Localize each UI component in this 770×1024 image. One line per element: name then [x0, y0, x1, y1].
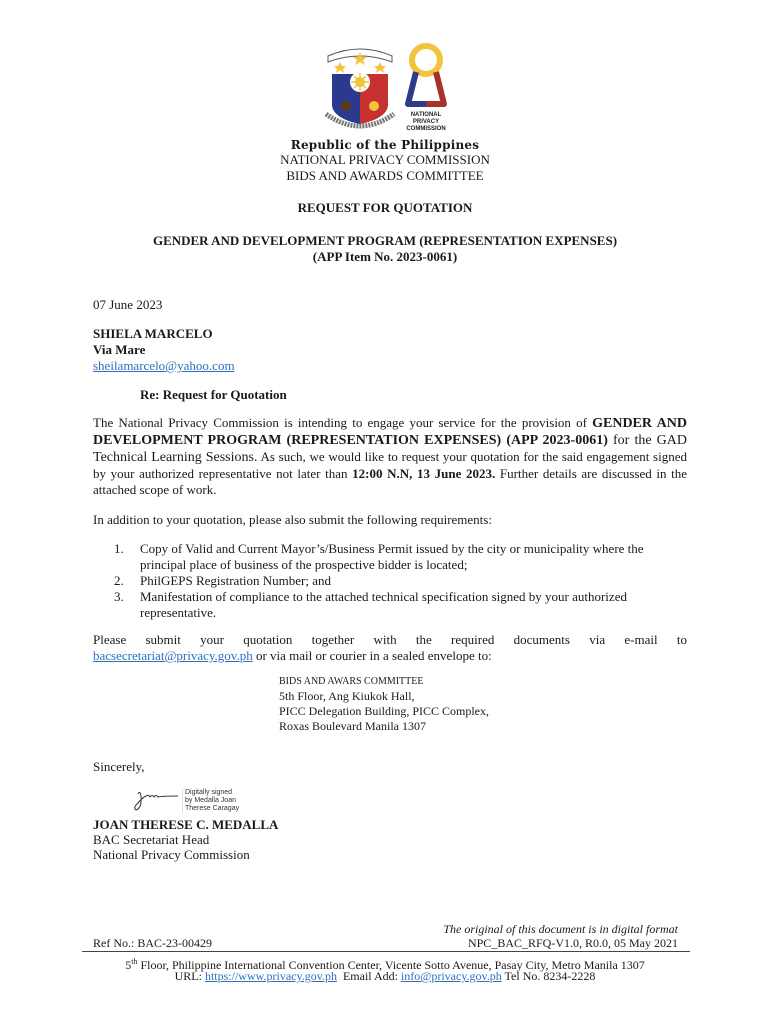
requirements-intro: In addition to your quotation, please also submit the following requirements: [93, 512, 492, 527]
address-line: 5th Floor, Ang Kiukok Hall, [279, 689, 415, 703]
form-code: NPC_BAC_RFQ-V1.0, R0.0, 05 May 2021 [467, 936, 678, 950]
signatory-name: JOAN THERESE C. MEDALLA [93, 817, 279, 832]
closing: Sincerely, [93, 759, 145, 774]
philippine-seal-icon [322, 42, 398, 132]
url-label: URL: [174, 969, 205, 983]
intro-text-2: for the GAD Technical Learning Sessions. [93, 433, 688, 465]
address-line: Roxas Boulevard Manila 1307 [279, 719, 426, 733]
npc-keyhole-logo-icon [398, 42, 454, 134]
info-email-link[interactable]: info@privacy.gov.ph [400, 969, 502, 983]
intro-text-4: Further details are discussed in the attached scope of work. [93, 466, 687, 497]
address-line: PICC Delegation Building, PICC Complex, [279, 704, 490, 718]
signatory-title: BAC Secretariat Head [93, 832, 210, 847]
republic-heading: Republic of the Philippines [290, 138, 480, 152]
letter-date: 07 June 2023 [93, 297, 163, 312]
subject-line: Re: Request for Quotation [140, 387, 287, 402]
mailing-address [279, 674, 489, 734]
floor-number: 5 [125, 958, 132, 972]
svg-text:COMMISSION: COMMISSION [406, 126, 446, 132]
recipient-email-link[interactable]: sheilamarcelo@yahoo.com [93, 358, 235, 373]
digital-format-note: The original of this document is in digital format [443, 922, 678, 936]
svg-text:PRIVACY: PRIVACY [412, 119, 440, 125]
recipient-company: Via Mare [93, 342, 146, 357]
signature-icon [132, 788, 180, 814]
telephone-number: Tel No. 8234-2228 [501, 969, 596, 983]
document-title: REQUEST FOR QUOTATION [297, 200, 473, 215]
project-title: GENDER AND DEVELOPMENT PROGRAM (REPRESENTATION EXPENSES) [152, 233, 618, 248]
intro-paragraph [93, 415, 687, 498]
submission-text-2: or via mail or courier in a sealed envelope to: [252, 648, 492, 663]
requirements-list [92, 541, 692, 621]
intro-text-3: As such, we would like to request your quotation for the said engagement signed by your authorized representative not later than [93, 449, 687, 481]
deadline-bold: 12:00 N.N, 13 June 2023. [352, 466, 496, 481]
email-label: Email Add: [336, 969, 401, 983]
requirement-item: 3. Manifestation of compliance to the attached technical specification signed by your authorized representative. [114, 589, 627, 620]
footer-contacts [0, 969, 770, 984]
bac-email-link[interactable]: bacsecretariat@privacy.gov.ph [93, 648, 253, 663]
digital-signature-note [182, 789, 239, 813]
digital-signature-line: Digitally signed [185, 789, 233, 796]
recipient-name: SHIELA MARCELO [93, 326, 213, 341]
floor-suffix: th [131, 957, 138, 966]
requirement-item: 1. Copy of Valid and Current Mayor’s/Business Permit issued by the city or municipality where the principal place of business of the prospective bidder is located; [114, 541, 644, 572]
submission-text-1: Please submit your quotation together with the required documents via e-mail to [93, 632, 687, 647]
footer-divider [82, 951, 690, 952]
svg-text:NATIONAL: NATIONAL [410, 112, 442, 118]
project-name-bold: GENDER AND DEVELOPMENT PROGRAM (REPRESENTATION EXPENSES) (APP 2023-0061) [93, 416, 687, 448]
address-line: BIDS AND AWARS COMMITTEE [279, 676, 424, 687]
committee-name: BIDS AND AWARDS COMMITTEE [286, 168, 484, 183]
digital-signature-line: by Medalla Joan [185, 797, 236, 804]
agency-name: NATIONAL PRIVACY COMMISSION [280, 152, 490, 167]
submission-paragraph [93, 632, 687, 664]
requirement-item: 2. PhilGEPS Registration Number; and [114, 573, 332, 588]
intro-text-1: The National Privacy Commission is intending to engage your service for the provision of [93, 415, 593, 430]
digital-signature-line: Therese Caragay [185, 805, 240, 812]
address-text: Floor, Philippine International Convention Center, Vicente Sotto Avenue, Pasay City, Metro Manila 1307 [137, 958, 645, 972]
website-link[interactable]: https://www.privacy.gov.ph [204, 969, 337, 983]
app-item-number: (APP Item No. 2023-0061) [312, 249, 458, 264]
signatory-organization: National Privacy Commission [93, 847, 250, 862]
reference-number: Ref No.: BAC-23-00429 [93, 936, 212, 950]
letterhead-logos [0, 40, 770, 135]
